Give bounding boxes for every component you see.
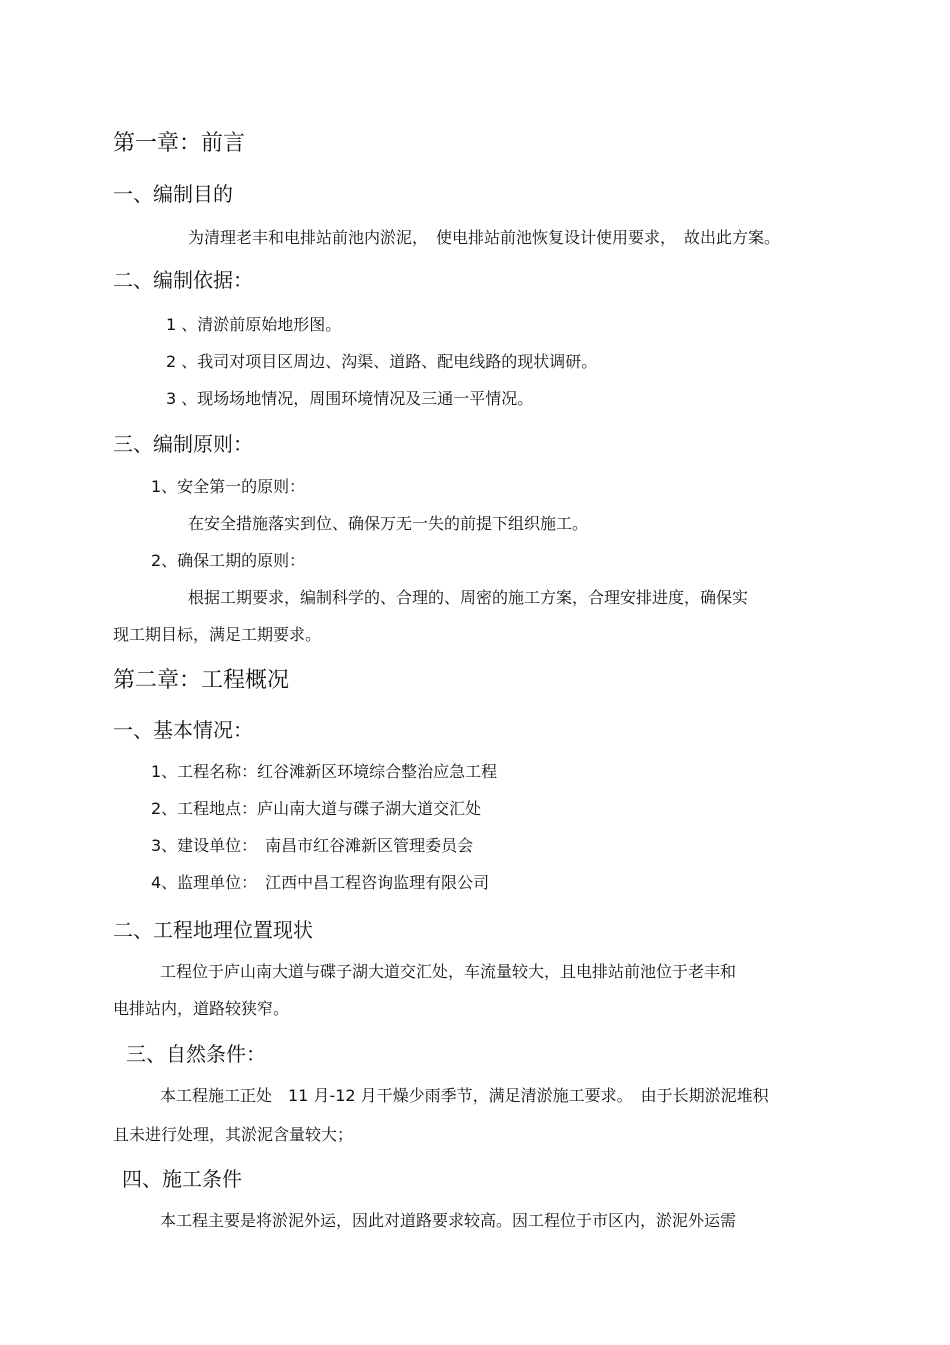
section-principles-title: 三、编制原则： — [113, 432, 253, 456]
section-construction-title: 四、施工条件 — [122, 1167, 242, 1191]
natural-text-line: 本工程施工正处 11 月-12 月干燥少雨季节，满足清淤施工要求。 由于长期淤泥堆积 — [160, 1086, 769, 1105]
section-purpose-text: 为清理老丰和电排站前池内淤泥， 使电排站前池恢复设计使用要求， 故出此方案。 — [188, 228, 781, 247]
section-natural-title: 三、自然条件： — [126, 1042, 266, 1066]
section-purpose-title: 一、编制目的 — [113, 182, 233, 206]
natural-text-line: 且未进行处理，其淤泥含量较大； — [113, 1125, 354, 1144]
chapter-1-title: 第一章：前言 — [113, 131, 246, 156]
basic-info-item: 3、建设单位： 南昌市红谷滩新区管理委员会 — [151, 836, 474, 855]
basic-info-item: 1、工程名称：红谷滩新区环境综合整治应急工程 — [151, 762, 498, 781]
construction-text-line: 本工程主要是将淤泥外运，因此对道路要求较高。因工程位于市区内，淤泥外运需 — [160, 1211, 737, 1230]
section-basis-title: 二、编制依据： — [113, 268, 253, 292]
principle-2-text-line: 现工期目标，满足工期要求。 — [113, 625, 322, 644]
basic-info-item: 2、工程地点：庐山南大道与碟子湖大道交汇处 — [151, 799, 482, 818]
basis-item: 3 、现场场地情况，周围环境情况及三通一平情况。 — [166, 389, 534, 408]
principle-1-text: 在安全措施落实到位、确保万无一失的前提下组织施工。 — [188, 514, 589, 533]
location-text-line: 工程位于庐山南大道与碟子湖大道交汇处，车流量较大，且电排站前池位于老丰和 — [160, 962, 737, 981]
location-text-line: 电排站内，道路较狭窄。 — [113, 999, 290, 1018]
principle-2-title: 2、确保工期的原则： — [151, 551, 306, 570]
section-basic-info-title: 一、基本情况： — [113, 718, 253, 742]
basis-item: 1 、清淤前原始地形图。 — [166, 315, 342, 334]
principle-1-title: 1、安全第一的原则： — [151, 477, 306, 496]
basis-item: 2 、我司对项目区周边、沟渠、道路、配电线路的现状调研。 — [166, 352, 598, 371]
chapter-2-title: 第二章：工程概况 — [113, 668, 290, 693]
section-location-title: 二、工程地理位置现状 — [113, 918, 313, 942]
principle-2-text-line: 根据工期要求，编制科学的、合理的、周密的施工方案，合理安排进度，确保实 — [188, 588, 749, 607]
basic-info-item: 4、监理单位： 江西中昌工程咨询监理有限公司 — [151, 873, 490, 892]
